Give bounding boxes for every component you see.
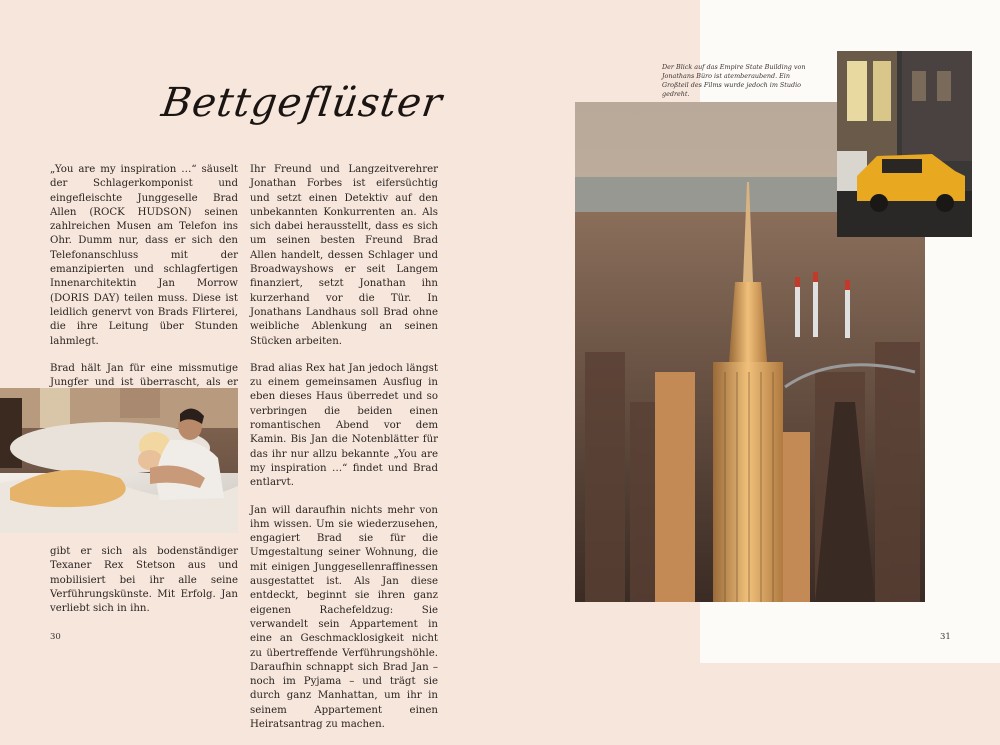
bed-scene-illustration (0, 388, 238, 533)
page-title: Bettgeflüster (158, 80, 446, 126)
paragraph: Brad hält Jan für eine missmutige Jungfer und ist überrascht, als er (50, 362, 238, 389)
photo-caption: Der Blick auf das Empire State Building von Jonathans Büro ist atemberaubend. Ein Großteil des Films wurde jedoch im Studio gedreht. (662, 63, 806, 98)
paragraph: gibt er sich als bodenständiger Texaner Rex Stetson aus und mobilisiert bei ihr alle seine Verführungskünste. Mit Erfolg. Jan verliebt sich in ihn. (50, 546, 238, 615)
page-number-left: 30 (50, 632, 61, 642)
paragraph: Jan will daraufhin nichts mehr von ihm wissen. Um sie wiederzusehen, engagiert Brad sie für die Umgestaltung seiner Wohnung, die mit einigen Junggesellenraffinessen ausgestattet ist. Als Jan diese entdeckt, beginnt sie ihren ganz eigenen Rachefeldzug: Sie verwandelt sein Appartement in eine an Geschmacklosigkeit nicht zu übertreffende Verführungshöhle. Daraufhin schnappt sich Brad Jan – noch im Pyjama – und trägt sie durch ganz Manhattan, um ihr in seinem Appartement einen Heiratsantrag zu machen. (250, 504, 438, 730)
paragraph: Ihr Freund und Langzeitverehrer Jonathan Forbes ist eifersüchtig und setzt einen Detektiv auf den unbekannten Konkurrenten an. Als sich dabei herausstellt, dass es sich um seinen besten Freund Brad Allen handelt, dessen Schlager und Broadwayshows er seit Langem finanziert, setzt Jonathan ihn kurzerhand vor die Tür. In Jonathans Landhaus soll Brad ohne weibliche Ablenkung an seinen Stücken arbeiten. (250, 164, 438, 347)
paragraph: „You are my inspiration …“ säuselt der Schlagerkomponist und eingefleischte Junggeselle Brad Allen (ROCK HUDSON) seinen zahlreichen Musen am Telefon ins Ohr. Dumm nur, dass er sich den Telefonanschluss mit der emanzipierten und schlagfertigen Innenarchitektin Jan Morrow (DORIS DAY) teilen muss. Diese ist leidlich genervt von Brads Flirterei, die ihre Leitung über Stunden lahmlegt. (50, 164, 238, 347)
bed-scene-photo (0, 388, 238, 533)
text-column-1-continued (50, 545, 238, 629)
paragraph: Brad alias Rex hat Jan jedoch längst zu einem gemeinsamen Ausflug in eben dieses Haus überredet und so verbringen die beiden einen romantischen Abend vor dem Kamin. Bis Jan die Notenblätter für das ihr nur allzu bekannte „You are my inspiration …“ findet und Brad entlarvt. (250, 362, 438, 489)
text-column-2 (250, 163, 438, 745)
page-number-right: 31 (940, 632, 951, 642)
taxi-photo (837, 51, 972, 237)
taxi-illustration (837, 51, 972, 237)
